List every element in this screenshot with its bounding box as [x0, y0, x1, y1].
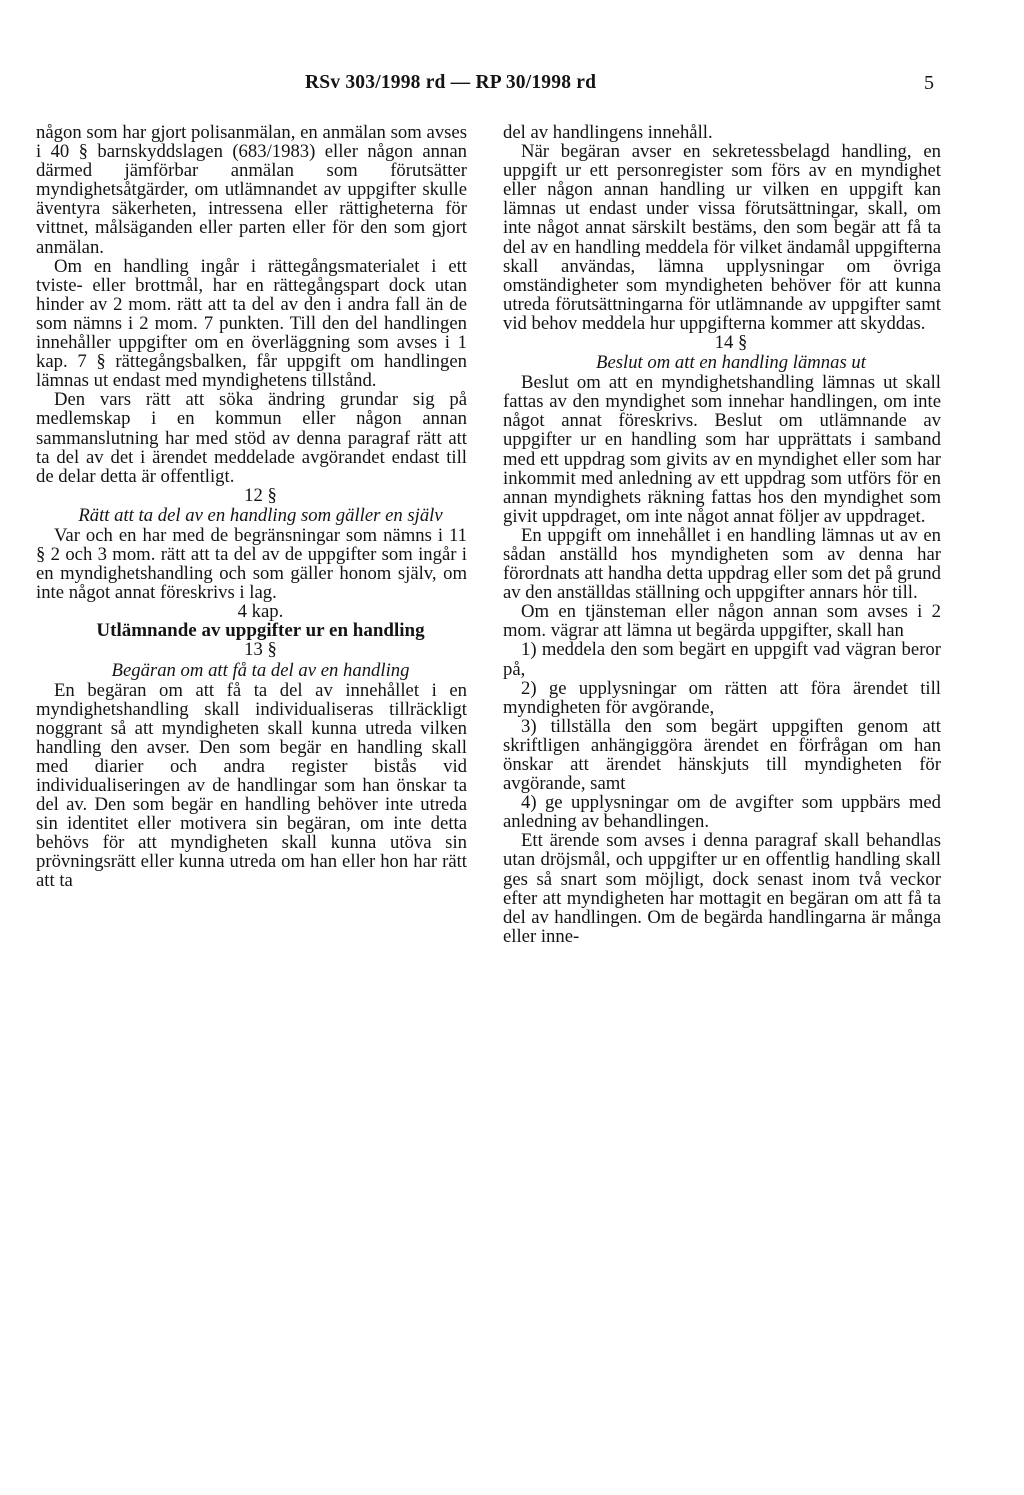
paragraph: En begäran om att få ta del av innehållet i en myndighetshandling skall individualiseras tillräckligt noggrant så att myndigheten skall kunna utreda vilken handling den avser. Den som begär en handling skall med diarier och andra register bistås vid individualiseringen av de handlingar som han önskar ta del av. Den som begär en handling behöver inte utreda sin identitet eller motivera sin begäran, om inte detta behövs för att myndigheten skall kunna utöva sin prövningsrätt eller kunna utreda om han eller hon har rätt att ta: [36, 679, 467, 892]
section-title: Rätt att ta del av en handling som gäller en själv: [78, 504, 443, 526]
list-item: 1) meddela den som begärt en uppgift vad vägran beror på,: [503, 639, 941, 680]
list-item: 3) tillställa den som begärt uppgiften genom att skriftligen anhängiggöra ärendet en förfrågan om han önskar att ärendet hänskjuts till myndigheten för avgörande, samt: [503, 715, 941, 795]
page-header: [0, 72, 1024, 104]
section-title: Begäran om att få ta del av en handling: [111, 659, 410, 681]
paragraph: Om en handling ingår i rättegångsmaterialet i ett tviste- eller brottmål, har en rättegångspart dock utan hinder av 2 mom. rätt att ta del av den i andra fall än de som nämns i 2 mom. 7 punkten. Till den del handlingen innehåller uppgifter om en överläggning som avses i 1 kap. 7 § rättegångsbalken, får uppgift om handlingen lämnas ut endast med myndighetens tillstånd.: [36, 255, 467, 392]
paragraph: Var och en har med de begränsningar som nämns i 11 § 2 och 3 mom. rätt att ta del av de uppgifter som ingår i en myndighetshandling och som gäller honom själv, om inte något annat föreskrivs i lag.: [36, 524, 467, 604]
section-title: Beslut om att en handling lämnas ut: [596, 352, 866, 374]
paragraph: Om en tjänsteman eller någon annan som avses i 2 mom. vägrar att lämna ut begärda uppgifter, skall han: [503, 601, 941, 642]
page-number: 5: [924, 72, 934, 94]
paragraph: Ett ärende som avses i denna paragraf skall behandlas utan dröjsmål, och uppgifter ur en offentlig handling skall ges så snart som möjligt, dock senast inom två veckor efter att myndigheten har mottagit en begäran om att få ta del av handlingen. Om de begärda handlingarna är många eller inne-: [503, 830, 941, 947]
section-number: 12 §: [244, 484, 277, 506]
paragraph: Den vars rätt att söka ändring grundar sig på medlemskap i en kommun eller någon annan sammanslutning har med stöd av denna paragraf rätt att ta del av det i ärendet meddelade avgörandet endast till de delar detta är offentligt.: [36, 389, 467, 487]
paragraph: någon som har gjort polisanmälan, en anmälan som avses i 40 § barnskyddslagen (683/1983) eller någon annan därmed jämförbar anmälan som förutsätter myndighetsåtgärder, om utlämnandet av uppgifter skulle äventyra säkerheten, intressena eller rättigheterna för vittnet, målsäganden eller parten eller för den som gjort anmälan.: [36, 122, 467, 258]
chapter-title: Utlämnande av uppgifter ur en handling: [96, 620, 425, 642]
paragraph: En uppgift om innehållet i en handling lämnas ut av en sådan anställd hos myndigheten som av denna har förordnats att handha detta uppdrag eller som det på grund av den anställdas ställning och uppgifter annars hör till.: [503, 524, 941, 604]
running-title: RSv 303/1998 rd — RP 30/1998 rd: [305, 72, 597, 93]
paragraph: När begäran avser en sekretessbelagd handling, en uppgift ur ett personregister som förs av en myndighet eller någon annan handling ur vilken en uppgift kan lämnas ut endast under vissa förutsättningar, skall, om inte något annat särskilt bestäms, den som begär att få ta del av en handling meddela för vilket ändamål uppgifterna skall användas, lämna upplysningar om övriga omständigheter som myndigheten behöver för att kunna utreda förutsättningarna för utlämnande av uppgifter samt vid behov meddela hur uppgifterna kommer att skyddas.: [503, 141, 941, 334]
list-item: 4) ge upplysningar om de avgifter som uppbärs med anledning av behandlingen.: [503, 792, 941, 833]
section-number: 13 §: [244, 639, 277, 661]
left-column: [36, 123, 467, 891]
paragraph: del av handlingens innehåll.: [503, 122, 713, 143]
paragraph: Beslut om att en myndighetshandling lämnas ut skall fattas av den myndighet som innehar handlingen, om inte något annat föreskrivs. Beslut om utlämnande av uppgifter ur en handling som har upprättats i samband med ett uppdrag som givits av en myndighet eller som har inkommit med anledning av ett uppdrag som utförs för en annan myndighets räkning fattas hos den myndighet som givit uppdraget, om inte något annat följer av uppdraget.: [503, 372, 941, 527]
list-item: 2) ge upplysningar om rätten att föra ärendet till myndigheten för avgörande,: [503, 677, 941, 718]
right-column: [503, 123, 941, 946]
section-number: 14 §: [714, 332, 748, 354]
chapter-number: 4 kap.: [237, 601, 284, 623]
